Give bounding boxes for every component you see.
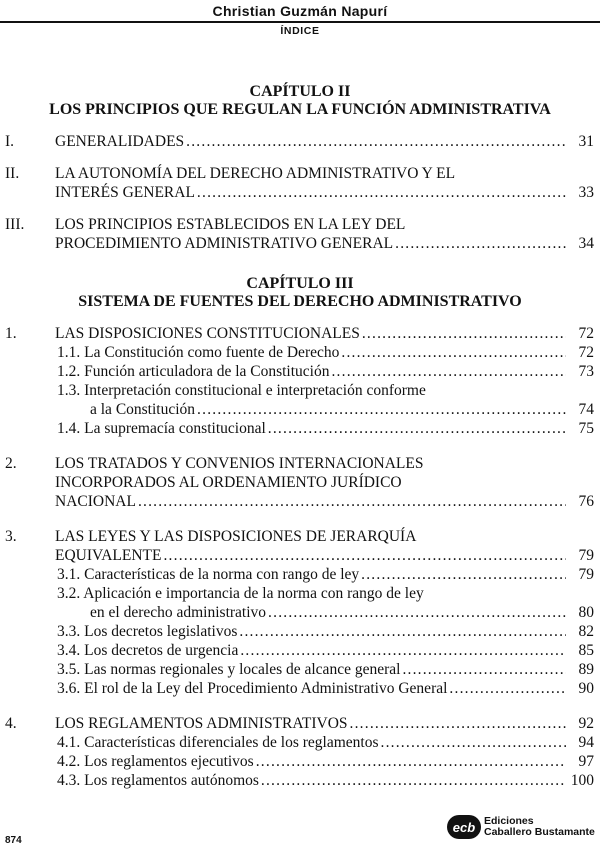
dot-leader: [395, 234, 566, 253]
toc-entry: [55, 714, 594, 733]
dot-leader: [197, 183, 566, 202]
dot-leader: [256, 752, 566, 771]
toc-entry-text: 4.2. Los reglamentos ejecutivos: [57, 753, 254, 770]
toc-page-number: 90: [578, 680, 594, 697]
publisher-line-1: Ediciones: [484, 815, 534, 827]
toc-subentry: [57, 419, 594, 438]
toc-entry-number: 1.: [5, 325, 17, 342]
toc-entry-text: EQUIVALENTE: [55, 547, 162, 564]
dot-leader: [350, 714, 566, 733]
toc-entry-number: II.: [5, 165, 20, 182]
toc-entry-text: 1.2. Función articuladora de la Constitución: [57, 363, 330, 380]
dot-leader: [268, 419, 566, 438]
dot-leader: [163, 546, 566, 565]
toc-entry-text: 1.1. La Constitución como fuente de Derecho: [57, 344, 340, 361]
publisher-mark: ecb: [447, 815, 481, 839]
toc-entry-text: PROCEDIMIENTO ADMINISTRATIVO GENERAL: [55, 235, 394, 252]
toc-entry-text: 1.3. Interpretación constitucional e interpretación conforme: [57, 382, 426, 399]
toc-entry-text: en el derecho administrativo: [90, 604, 267, 621]
toc-subentry: [57, 343, 594, 362]
dot-leader: [138, 492, 566, 511]
toc-page-number: 79: [578, 566, 594, 583]
toc-subentry: [57, 733, 594, 752]
toc-subentry: [57, 660, 594, 679]
toc-entry-text: GENERALIDADES: [55, 133, 185, 150]
toc-entry-text: INTERÉS GENERAL: [55, 184, 195, 201]
toc-subentry: [90, 603, 594, 622]
toc-entry: [55, 183, 594, 202]
toc-entry-text: 3.4. Los decretos de urgencia: [57, 642, 239, 659]
toc-entry-text: LOS REGLAMENTOS ADMINISTRATIVOS: [55, 715, 348, 732]
toc-entry-text: 4.3. Los reglamentos autónomos: [57, 772, 259, 789]
toc-entry-number: 4.: [5, 715, 17, 732]
toc-page-number: 33: [578, 184, 594, 201]
toc-page-number: 92: [578, 715, 594, 732]
toc-entry-text: 3.1. Características de la norma con rango de ley: [57, 566, 360, 583]
toc-page-number: 94: [578, 734, 594, 751]
toc-entry: [55, 132, 594, 151]
toc-page-number: 72: [578, 344, 594, 361]
toc-entry: [55, 492, 594, 511]
chapter-3-title: CAPÍTULO III: [246, 275, 354, 292]
toc-page-number: 75: [578, 420, 594, 437]
toc-entry: [55, 234, 594, 253]
dot-leader: [261, 771, 566, 790]
dot-leader: [197, 400, 566, 419]
dot-leader: [186, 132, 566, 151]
toc-page-number: 82: [578, 623, 594, 640]
toc-page-number: 97: [578, 753, 594, 770]
toc-page-number: 72: [578, 325, 594, 342]
toc-page-number: 79: [578, 547, 594, 564]
publisher-logo: [447, 815, 595, 839]
toc-subentry: [57, 622, 594, 641]
toc-entry-text: 3.2. Aplicación e importancia de la norma con rango de ley: [57, 585, 424, 602]
toc-entry-number: I.: [5, 133, 15, 150]
toc-entry-text: LOS TRATADOS Y CONVENIOS INTERNACIONALES: [55, 455, 424, 472]
toc-entry-text: LOS PRINCIPIOS ESTABLECIDOS EN LA LEY DEL: [55, 216, 406, 233]
toc-subentry: [57, 752, 594, 771]
chapter-3-subtitle: SISTEMA DE FUENTES DEL DERECHO ADMINISTRATIVO: [78, 293, 522, 310]
toc-entry: [55, 324, 594, 343]
dot-leader: [331, 362, 566, 381]
dot-leader: [381, 733, 567, 752]
toc-entry-text: LAS LEYES Y LAS DISPOSICIONES DE JERARQUÍA: [55, 528, 417, 545]
dot-leader: [362, 324, 566, 343]
toc-page-number: 80: [578, 604, 594, 621]
toc-entry: [55, 473, 594, 492]
chapter-2-subtitle: LOS PRINCIPIOS QUE REGULAN LA FUNCIÓN ADMINISTRATIVA: [49, 101, 551, 118]
toc-subentry: [57, 771, 594, 790]
dot-leader: [268, 603, 566, 622]
toc-entry-text: 4.1. Características diferenciales de los reglamentos: [57, 734, 379, 751]
toc-entry-text: a la Constitución: [90, 401, 196, 418]
toc-subentry: [57, 584, 594, 603]
dot-leader: [449, 679, 566, 698]
dot-leader: [239, 622, 566, 641]
dot-leader: [341, 343, 566, 362]
dot-leader: [361, 565, 566, 584]
toc-subentry: [90, 400, 594, 419]
toc-page-number: 73: [578, 363, 594, 380]
toc-entry-number: 3.: [5, 528, 17, 545]
toc-entry: [55, 454, 594, 473]
toc-page-number: 85: [578, 642, 594, 659]
toc-entry: [55, 164, 594, 183]
toc-entry-number: III.: [5, 216, 25, 233]
toc-entry: [55, 527, 594, 546]
header-rule: [0, 21, 600, 23]
toc-subentry: [57, 641, 594, 660]
toc-entry-text: LAS DISPOSICIONES CONSTITUCIONALES: [55, 325, 360, 342]
running-head: Christian Guzmán Napurí: [212, 3, 388, 19]
dot-leader: [402, 660, 566, 679]
toc-entry-text: 1.4. La supremacía constitucional: [57, 420, 266, 437]
toc-entry: [55, 215, 594, 234]
toc-page-number: 34: [578, 235, 594, 252]
toc-entry-text: LA AUTONOMÍA DEL DERECHO ADMINISTRATIVO Y EL: [55, 165, 456, 182]
toc-page-number: 89: [578, 661, 594, 678]
dot-leader: [240, 641, 566, 660]
toc-entry-text: 3.3. Los decretos legislativos: [57, 623, 238, 640]
toc-entry-text: INCORPORADOS AL ORDENAMIENTO JURÍDICO: [55, 474, 402, 491]
toc-subentry: [57, 362, 594, 381]
chapter-2-title: CAPÍTULO II: [249, 83, 351, 100]
footer-page-number: 874: [5, 835, 22, 846]
toc-page-number: 76: [578, 493, 594, 510]
toc-subentry: [57, 565, 594, 584]
toc-subentry: [57, 381, 594, 400]
toc-page-number: 100: [570, 772, 594, 789]
toc-entry-text: NACIONAL: [55, 493, 136, 510]
toc-subentry: [57, 679, 594, 698]
toc-entry-number: 2.: [5, 455, 17, 472]
publisher-line-2: Caballero Bustamante: [484, 826, 595, 838]
toc-entry-text: 3.5. Las normas regionales y locales de alcance general: [57, 661, 401, 678]
section-title: ÍNDICE: [280, 25, 320, 37]
toc-page-number: 31: [578, 133, 594, 150]
toc-entry-text: 3.6. El rol de la Ley del Procedimiento Administrativo General: [57, 680, 448, 697]
toc-entry: [55, 546, 594, 565]
toc-page-number: 74: [578, 401, 594, 418]
